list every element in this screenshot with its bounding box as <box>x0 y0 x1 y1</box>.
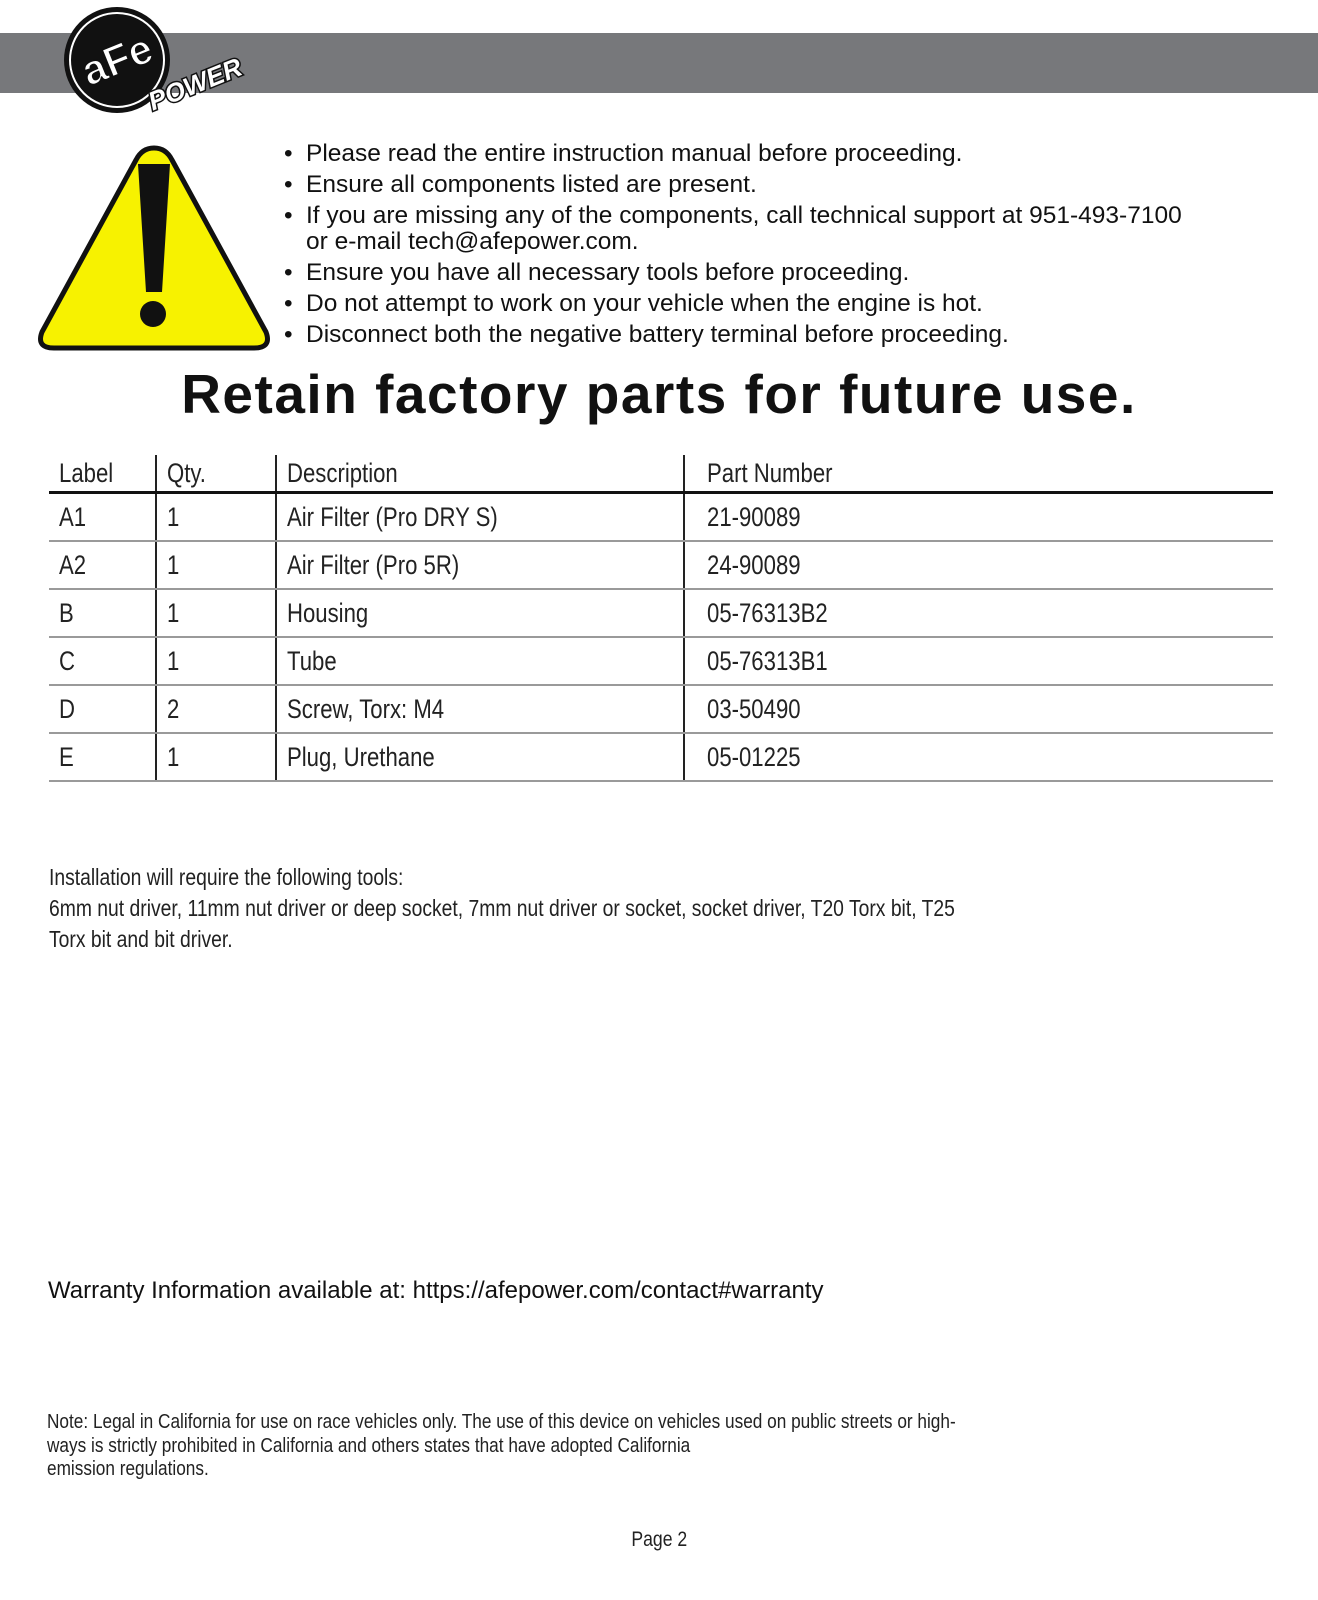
cell-part-number: 24-90089 <box>684 541 1273 589</box>
cell-description: Housing <box>276 589 684 637</box>
bullet-item: • Do not attempt to work on your vehicle when the engine is hot. <box>284 288 1294 319</box>
warning-triangle-icon <box>34 142 274 356</box>
tools-section <box>49 862 1049 955</box>
bullet-text: If you are missing any of the components, call technical support at 951-493-7100 <box>306 202 1182 229</box>
table-row <box>49 685 1273 733</box>
bullet-item: • Ensure you have all necessary tools before proceeding. <box>284 257 1294 288</box>
table-row <box>49 493 1273 542</box>
col-qty-header: Qty. <box>156 455 276 493</box>
table-header-row <box>49 455 1273 493</box>
cell-part-number: 21-90089 <box>684 493 1273 542</box>
logo-subtext: POWER <box>143 51 247 117</box>
cell-part-number: 05-76313B1 <box>684 637 1273 685</box>
tools-list: 6mm nut driver, 11mm nut driver or deep socket, 7mm nut driver or socket, socket driver, T20 Torx bit, T25 <box>49 895 955 921</box>
legal-note <box>47 1410 1047 1481</box>
cell-label: E <box>49 733 156 781</box>
retain-heading: Retain factory parts for future use. <box>181 363 1137 425</box>
note-line: emission regulations. <box>47 1457 209 1480</box>
warning-bullets <box>284 138 1294 350</box>
cell-part-number: 05-01225 <box>684 733 1273 781</box>
cell-qty: 1 <box>156 637 276 685</box>
cell-label: B <box>49 589 156 637</box>
cell-part-number: 03-50490 <box>684 685 1273 733</box>
table-row <box>49 637 1273 685</box>
logo-text: aFe <box>74 24 160 95</box>
bullet-item: • Ensure all components listed are present. <box>284 169 1294 200</box>
afe-power-logo <box>62 2 252 122</box>
cell-description: Plug, Urethane <box>276 733 684 781</box>
cell-description: Air Filter (Pro DRY S) <box>276 493 684 542</box>
bullet-item: • Please read the entire instruction manual before proceeding. <box>284 138 1294 169</box>
cell-description: Air Filter (Pro 5R) <box>276 541 684 589</box>
col-description-header: Description <box>276 455 684 493</box>
note-line: Note: Legal in California for use on race vehicles only. The use of this device on vehicles used on public streets or high- <box>47 1410 956 1433</box>
note-line: ways is strictly prohibited in California and others states that have adopted California <box>47 1433 691 1457</box>
tools-intro: Installation will require the following tools: <box>49 864 404 890</box>
cell-qty: 2 <box>156 685 276 733</box>
cell-qty: 1 <box>156 493 276 542</box>
table-row <box>49 541 1273 589</box>
table-row <box>49 733 1273 781</box>
col-label-header: Label <box>49 455 156 493</box>
cell-description: Tube <box>276 637 684 685</box>
cell-qty: 1 <box>156 541 276 589</box>
bullet-item: • Disconnect both the negative battery terminal before proceeding. <box>284 319 1294 350</box>
cell-label: A1 <box>49 493 156 542</box>
warranty-info: Warranty Information available at: https://afepower.com/contact#warranty <box>48 1277 824 1304</box>
table-row <box>49 589 1273 637</box>
cell-qty: 1 <box>156 733 276 781</box>
cell-label: C <box>49 637 156 685</box>
col-part-number-header: Part Number <box>684 455 1273 493</box>
bullet-continuation: or e-mail tech@afepower.com. <box>306 228 639 255</box>
page-number: Page 2 <box>631 1528 687 1551</box>
cell-label: D <box>49 685 156 733</box>
cell-description: Screw, Torx: M4 <box>276 685 684 733</box>
parts-table <box>49 455 1273 782</box>
cell-part-number: 05-76313B2 <box>684 589 1273 637</box>
tools-list-cont: Torx bit and bit driver. <box>49 926 233 952</box>
bullet-item <box>284 200 1294 231</box>
cell-qty: 1 <box>156 589 276 637</box>
cell-label: A2 <box>49 541 156 589</box>
